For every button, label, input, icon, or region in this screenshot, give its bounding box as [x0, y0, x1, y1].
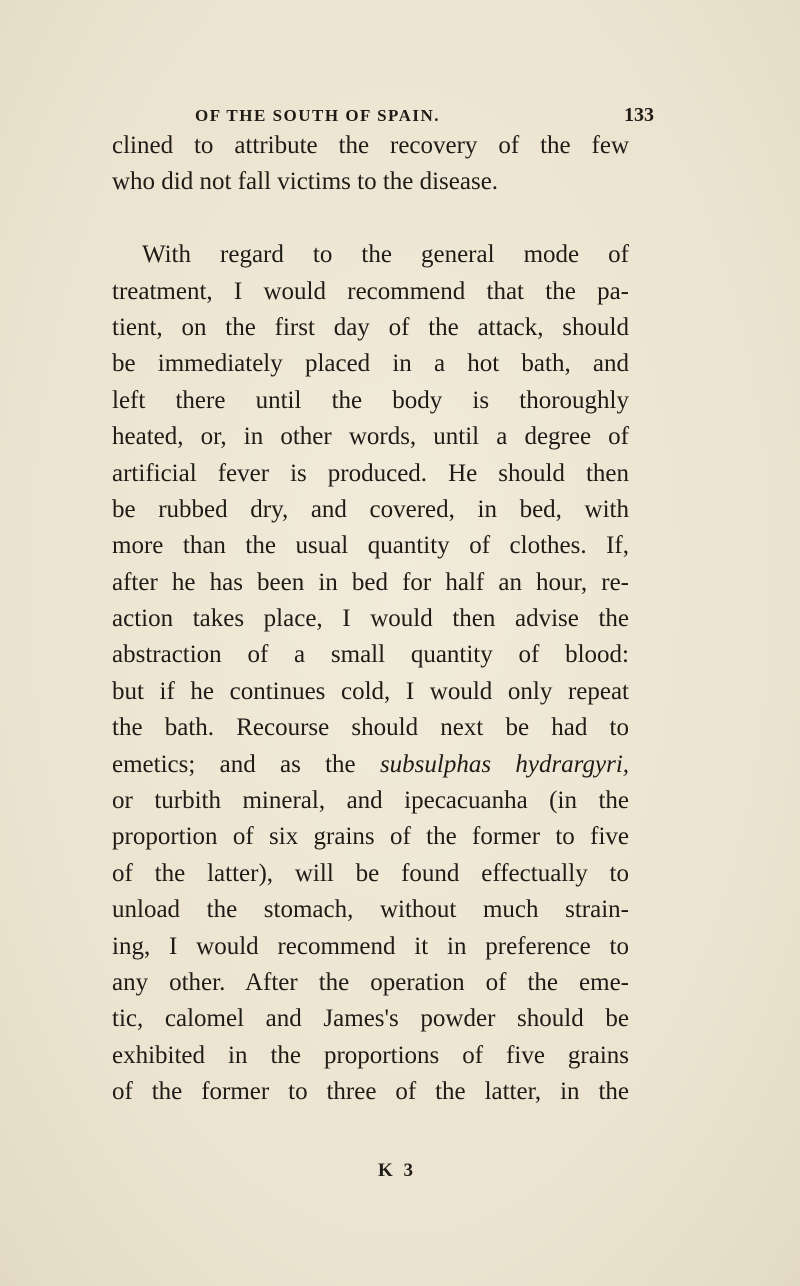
text-line: or turbith mineral, and ipecacuanha (in the	[112, 787, 629, 815]
text-line: unload the stomach, without much strain-	[112, 896, 629, 924]
italic-term: subsulphas hydrargyri,	[379, 750, 630, 778]
text-line: artificial fever is produced. He should then	[112, 459, 629, 487]
text-line: left there until the body is thoroughly	[112, 386, 629, 414]
text-line: the bath. Recourse should next be had to	[112, 714, 629, 742]
text-line: of the former to three of the latter, in the	[112, 1078, 629, 1106]
text-line: after he has been in bed for half an hour, re-	[112, 568, 629, 596]
text-line: be rubbed dry, and covered, in bed, with	[112, 495, 629, 523]
paragraph-break	[112, 201, 629, 237]
text-line: more than the usual quantity of clothes. If,	[112, 532, 629, 560]
text-line: action takes place, I would then advise the	[112, 605, 629, 633]
text-line: tic, calomel and James's powder should be	[112, 1005, 629, 1033]
text-segment: emetics; and as the	[112, 750, 380, 778]
running-head: OF THE SOUTH OF SPAIN.	[195, 106, 441, 125]
text-line: ing, I would recommend it in preference to	[112, 932, 629, 960]
text-line-with-italic	[112, 747, 629, 783]
text-line: but if he continues cold, I would only repeat	[112, 677, 629, 705]
text-line: any other. After the operation of the eme-	[112, 968, 629, 996]
text-line: be immediately placed in a hot bath, and	[112, 350, 629, 378]
text-line: heated, or, in other words, until a degree of	[112, 423, 629, 451]
text-line: tient, on the first day of the attack, should	[112, 313, 629, 341]
text-line: treatment, I would recommend that the pa-	[112, 277, 629, 305]
body-text	[112, 128, 629, 1111]
text-line: proportion of six grains of the former to five	[112, 823, 629, 851]
signature-mark: K 3	[378, 1160, 417, 1181]
text-line: of the latter), will be found effectually to	[112, 859, 629, 887]
text-line: clined to attribute the recovery of the few	[112, 132, 629, 159]
text-line: With regard to the general mode of	[142, 241, 629, 269]
text-line: abstraction of a small quantity of blood:	[112, 641, 629, 669]
text-line: exhibited in the proportions of five grains	[112, 1041, 629, 1069]
page-number: 133	[624, 104, 654, 126]
text-line: who did not fall victims to the disease.	[112, 168, 499, 196]
